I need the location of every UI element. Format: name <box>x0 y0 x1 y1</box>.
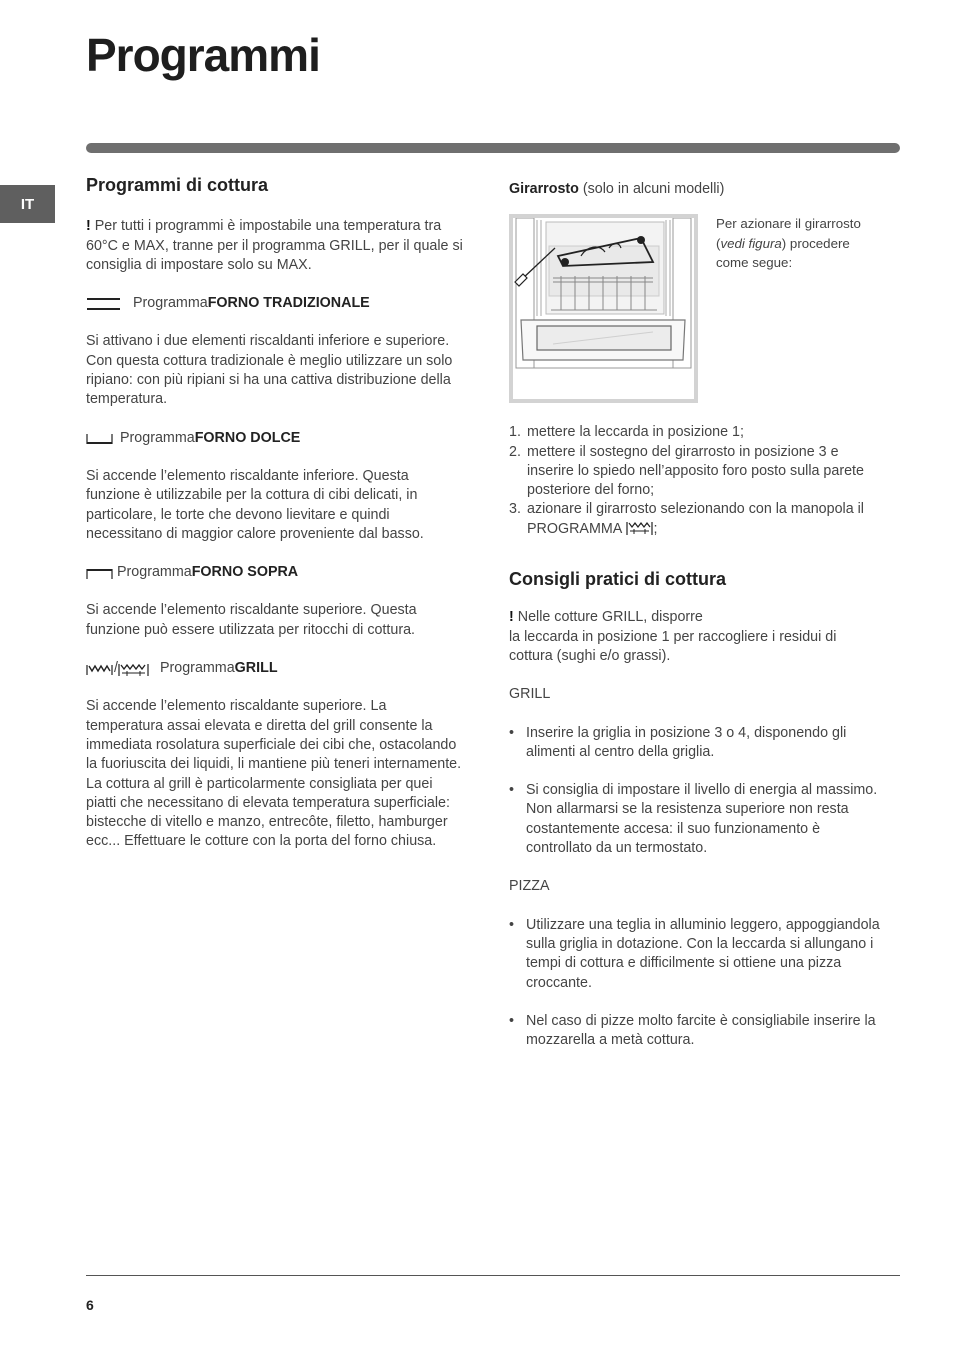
list-item: 2. mettere il sostegno del girarrosto in posizione 3 e inserire lo spiedo nell’apposito foro posto sulla parete posteriore del forno; <box>509 443 864 499</box>
grill-tips-list <box>509 724 881 859</box>
grill-rotisserie-icon <box>626 520 654 536</box>
program-name: FORNO SOPRA <box>191 564 299 581</box>
program-forno-tradizionale: Programma FORNO TRADIZIONALE <box>86 294 464 313</box>
right-column <box>509 176 881 1050</box>
girarrosto-heading <box>509 180 881 199</box>
header-divider <box>86 143 900 153</box>
girarrosto-instructions: Per azionare il girarrosto (vedi figura) procedere come segue: <box>716 216 861 271</box>
program-description: Si accende l’elemento riscaldante inferiore. Questa funzione è utilizzabile per la cottura di cibi delicati, in particolare, le torte che devono lievitare e quindi necessitano di maggior calore proveniente dal basso. <box>86 467 424 542</box>
list-item: 1. mettere la leccarda in posizione 1; <box>509 424 744 441</box>
left-column <box>86 176 464 852</box>
grill-rotisserie-icon <box>118 661 150 677</box>
program-description: Si accende l’elemento riscaldante superiore. Questa funzione può essere utilizzata per ritocchi di cottura. <box>86 602 417 638</box>
intro-note <box>86 217 464 275</box>
girarrosto-note: (solo in alcuni modelli) <box>578 181 725 197</box>
program-name: FORNO TRADIZIONALE <box>207 295 370 312</box>
page-number: 6 <box>86 1297 94 1313</box>
list-item: • Utilizzare una teglia in alluminio leggero, appoggiandola sulla griglia in dotazione. Con la leccarda si allungano i tempi di cottura e difficilmente si ottiene una pizza croccante. <box>509 916 881 993</box>
page-title: Programmi <box>86 29 320 81</box>
girarrosto-title: Girarrosto <box>509 181 579 197</box>
list-item: • Nel caso di pizze molto farcite è consigliabile inserire la mozzarella a metà cottura. <box>509 1012 881 1051</box>
list-item: • Inserire la griglia in posizione 3 o 4, disponendo gli alimenti al centro della griglia. <box>509 724 881 763</box>
grill-icon <box>86 662 114 676</box>
girarrosto-steps <box>509 423 881 539</box>
program-forno-sopra: Programma FORNO SOPRA <box>86 563 464 582</box>
oven-rotisserie-illustration <box>509 214 698 403</box>
forno-dolce-icon <box>86 431 114 445</box>
program-description: Si attivano i due elementi riscaldanti inferiore e superiore. Con questa cottura tradizionale è meglio utilizzare un solo ripiano: con più ripiani si ha una cattiva distribuzione della temperatura. <box>86 333 453 408</box>
forno-tradizionale-icon <box>86 296 122 312</box>
footer-divider <box>86 1275 900 1276</box>
girarrosto-figure-block <box>509 214 881 403</box>
list-item: • Si consiglia di impostare il livello di energia al massimo. Non allarmarsi se la resistenza superiore non resta costantemente accesa: il suo funzionamento è controllato da un termostato. <box>509 781 881 858</box>
list-item: 3. azionare il girarrosto selezionando con la manopola il PROGRAMMA ; <box>509 501 864 537</box>
program-name: GRILL <box>234 660 278 677</box>
grill-label: GRILL <box>509 686 551 703</box>
program-description: Si accende l’elemento riscaldante superiore. La temperatura assai elevata e diretta del grill consente la immediata rosolatura superficiale dei cibi che, ostacolando la fuoriuscita dei liquidi, li mantiene più teneri internamente. La cottura al grill è particolarmente consigliata per quei piatti che necessitano di elevata temperatura superficiale: bistecche di vitello e manzo, entrecôte, filetto, hamburger ecc... Effettuare le cotture con la porta del forno chiusa. <box>86 698 462 850</box>
section-heading-consigli: Consigli pratici di cottura <box>509 569 727 590</box>
pizza-label: PIZZA <box>509 878 550 895</box>
forno-sopra-icon <box>86 566 114 580</box>
program-grill: / Programma GRILL <box>86 659 464 678</box>
section-heading-programmi: Programmi di cottura <box>86 175 269 195</box>
warning-mark: ! <box>86 218 91 235</box>
warning-mark: ! <box>509 609 514 626</box>
pizza-tips-list <box>509 916 881 1051</box>
language-tab: IT <box>0 185 55 223</box>
intro-text: Per tutti i programmi è impostabile una temperatura tra 60°C e MAX, tranne per il programma GRILL, per il quale si consiglia di impostare solo su MAX. <box>86 218 463 273</box>
program-forno-dolce: Programma FORNO DOLCE <box>86 429 464 448</box>
tips-intro: ! Nelle cotture GRILL, disporre la leccarda in posizione 1 per raccogliere i residui di cottura (sughi e/o grassi). <box>509 609 837 664</box>
program-name: FORNO DOLCE <box>194 429 301 446</box>
